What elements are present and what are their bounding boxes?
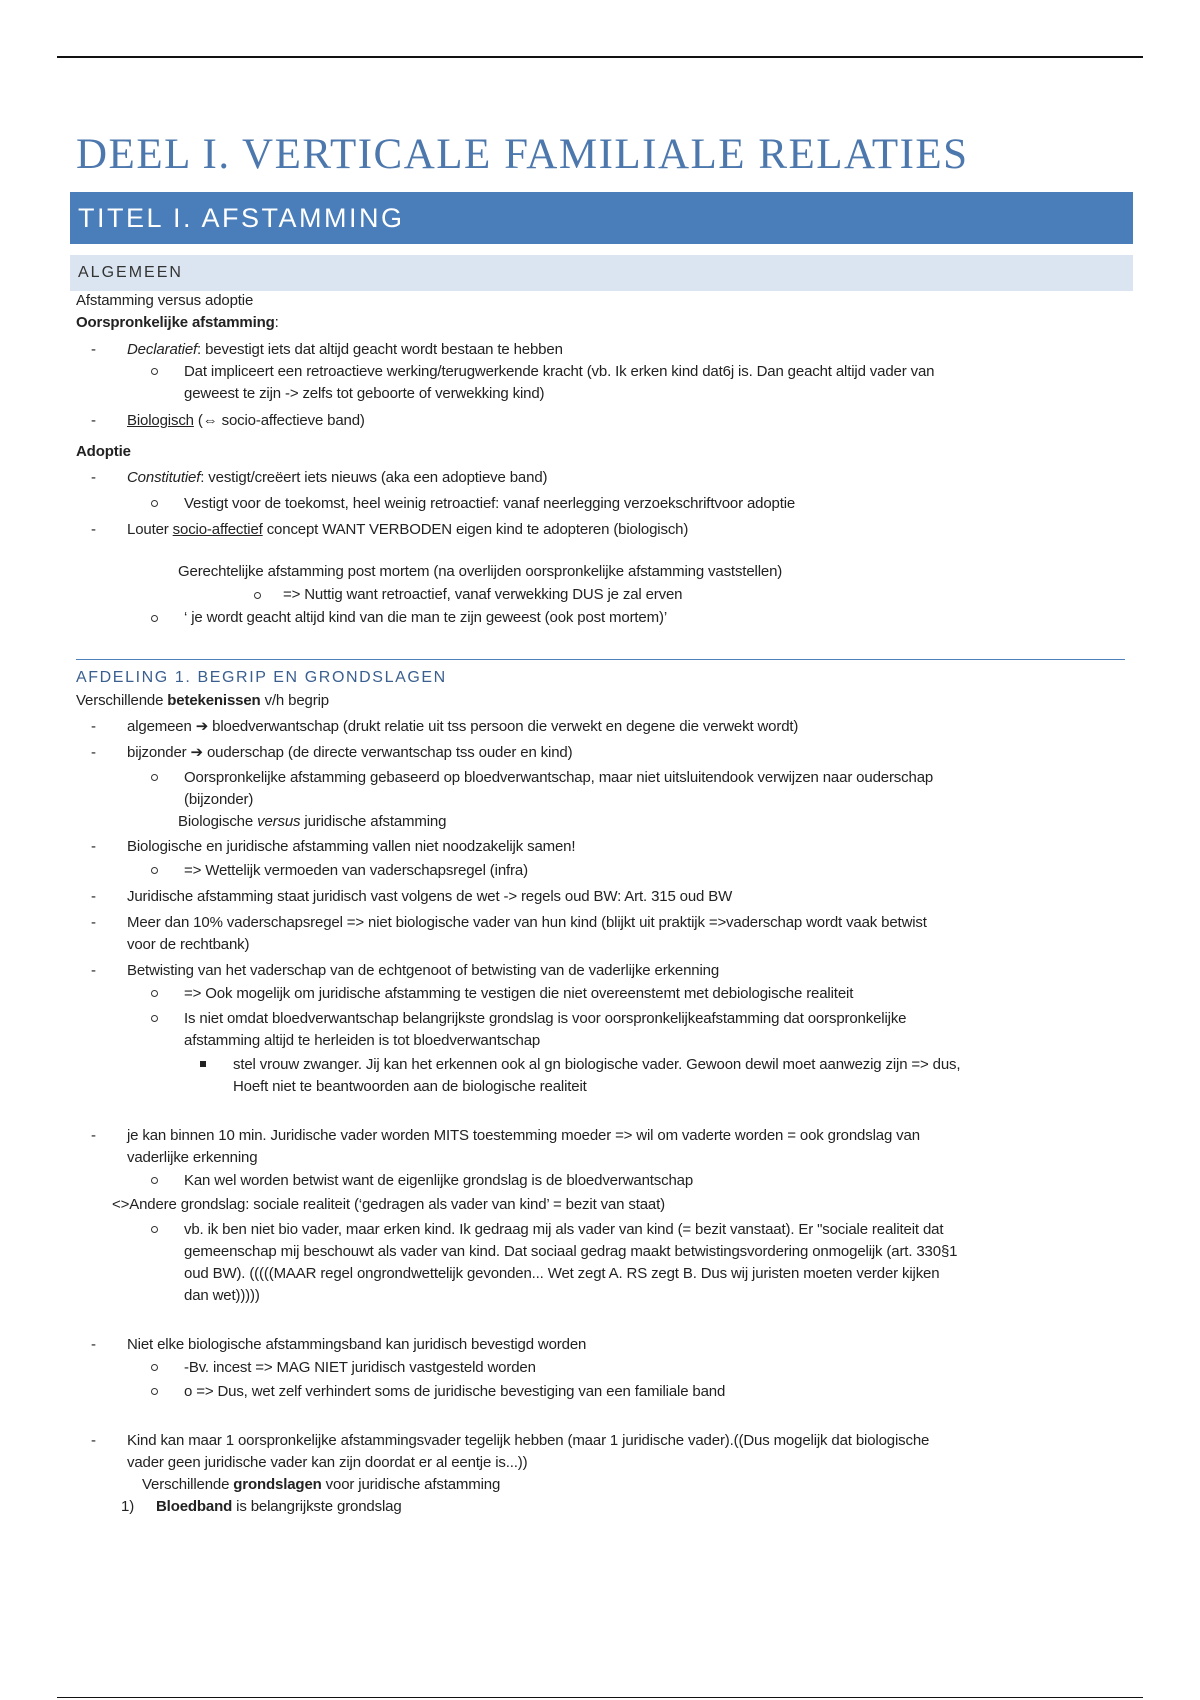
title-heading: TITEL I. AFSTAMMING — [70, 192, 1133, 244]
list-item-constitutief: Constitutief: vestigt/creëert iets nieuws (aka een adoptieve band) — [127, 469, 548, 486]
list-item-tien-min-cont: vaderlijke erkenning — [127, 1149, 258, 1166]
circle-bullet — [151, 615, 158, 622]
dash-bullet: - — [91, 1127, 96, 1144]
list-item-stel-cont: Hoeft niet te beantwoorden aan de biologische realiteit — [233, 1078, 587, 1095]
list-item-tien-min: je kan binnen 10 min. Juridische vader worden MITS toestemming moeder => wil om vaderte worden = ook grondslag van — [127, 1127, 920, 1144]
dash-bullet: - — [91, 341, 96, 358]
list-item-vb-cont: oud BW). (((((MAAR regel ongrondwettelijk gevonden... Wet zegt A. RS zegt B. Dus wij juristen moeten verder kijken — [184, 1265, 940, 1282]
post-mortem-sub: => Nuttig want retroactief, vanaf verwekking DUS je zal erven — [283, 586, 683, 603]
list-item-vb: vb. ik ben niet bio vader, maar erken kind. Ik gedraag mij als vader van kind (= bezit vanstaat). Er "sociale realiteit dat — [184, 1221, 944, 1238]
list-item-bijzonder: bijzonder ➔ ouderschap (de directe verwantschap tss ouder en kind) — [127, 744, 573, 761]
dash-bullet: - — [91, 962, 96, 979]
circle-bullet — [151, 990, 158, 997]
circle-bullet — [151, 774, 158, 781]
list-item-betwisting-sub-a: => Ook mogelijk om juridische afstamming te vestigen die niet overeenstemt met debiologische realiteit — [184, 985, 854, 1002]
circle-bullet — [151, 500, 158, 507]
list-item-biologisch: Biologisch (⇔ socio-affectieve band) — [127, 412, 365, 429]
dash-bullet: - — [91, 914, 96, 931]
list-item-betwisting-sub-b: Is niet omdat bloedverwantschap belangrijkste grondslag is voor oorspronkelijkeafstamming dat oorspronkelijke — [184, 1010, 907, 1027]
list-item-declaratief-sub-cont: geweest te zijn -> zelfs tot geboorte of verwekking kind) — [184, 385, 545, 402]
list-item-meer-10-cont: voor de rechtbank) — [127, 936, 250, 953]
list-item-vb-cont: gemeenschap mij beschouwt als vader van kind. Dat sociaal gedrag maakt betwistingsvordering onmogelijk (art. 330§1 — [184, 1243, 958, 1260]
list-item-bijzonder-sub-cont: (bijzonder) — [184, 791, 254, 808]
circle-bullet — [151, 368, 158, 375]
dash-bullet: - — [91, 412, 96, 429]
circle-bullet — [254, 592, 261, 599]
list-item-betwisting-sub-b-cont: afstamming altijd te herleiden is tot bloedverwantschap — [184, 1032, 541, 1049]
section-heading-algemeen: ALGEMEEN — [70, 255, 1133, 291]
list-item-niet-elke: Niet elke biologische afstammingsband kan juridisch bevestigd worden — [127, 1336, 587, 1353]
intro-line: Afstamming versus adoptie — [76, 292, 254, 309]
circle-bullet — [151, 1388, 158, 1395]
list-item-dus-sub: o => Dus, wet zelf verhindert soms de juridische bevestiging van een familiale band — [184, 1383, 726, 1400]
list-item-bijzonder-sub: Oorspronkelijke afstamming gebaseerd op bloedverwantschap, maar niet uitsluitendook verwijzen naar ouderschap — [184, 769, 934, 786]
numbered-marker: 1) — [121, 1498, 135, 1515]
circle-bullet — [151, 1177, 158, 1184]
dash-bullet: - — [91, 744, 96, 761]
list-item-bio-jur: Biologische en juridische afstamming vallen niet noodzakelijk samen! — [127, 838, 576, 855]
circle-bullet — [151, 1226, 158, 1233]
dash-bullet: - — [91, 718, 96, 735]
list-item-stel: stel vrouw zwanger. Jij kan het erkennen ook al gn biologische vader. Gewoon dewil moet aanwezig zijn => dus, — [233, 1056, 961, 1073]
list-item-louter: Louter socio-affectief concept WANT VERBODEN eigen kind te adopteren (biologisch) — [127, 521, 689, 538]
part-title: DEEL I. VERTICALE FAMILIALE RELATIES — [76, 131, 969, 178]
oorspronkelijk-label: Oorspronkelijke afstamming: — [76, 314, 279, 331]
list-item-incest-sub: -Bv. incest => MAG NIET juridisch vastgesteld worden — [184, 1359, 536, 1376]
section-divider — [76, 659, 1125, 660]
list-item-een-vader: Kind kan maar 1 oorspronkelijke afstammingsvader tegelijk hebben (maar 1 juridische vader).((Dus mogelijk dat biologische — [127, 1432, 930, 1449]
bio-versus-line: Biologische versus juridische afstamming — [178, 813, 447, 830]
dash-bullet: - — [91, 838, 96, 855]
numbered-item-bloedband: Bloedband is belangrijkste grondslag — [156, 1498, 402, 1515]
circle-bullet — [151, 1364, 158, 1371]
dash-bullet: - — [91, 1336, 96, 1353]
top-rule — [57, 56, 1143, 58]
list-item-declaratief: Declaratief: bevestigt iets dat altijd geacht wordt bestaan te hebben — [127, 341, 563, 358]
circle-bullet — [151, 1015, 158, 1022]
dash-bullet: - — [91, 1432, 96, 1449]
andere-grondslag-line: <>Andere grondslag: sociale realiteit (‘gedragen als vader van kind’ = bezit van staat) — [112, 1196, 665, 1213]
list-item-declaratief-sub: Dat impliceert een retroactieve werking/terugwerkende kracht (vb. Ik erken kind dat6j is. Dan geacht altijd vader van — [184, 363, 935, 380]
list-item-bio-jur-sub: => Wettelijk vermoeden van vaderschapsregel (infra) — [184, 862, 528, 879]
list-item-algemeen: algemeen ➔ bloedverwantschap (drukt relatie uit tss persoon die verwekt en degene die verwekt wordt) — [127, 718, 799, 735]
list-item-constitutief-sub: Vestigt voor de toekomst, heel weinig retroactief: vanaf neerlegging verzoekschriftvoor adoptie — [184, 495, 796, 512]
post-mortem-line: Gerechtelijke afstamming post mortem (na overlijden oorspronkelijke afstamming vaststellen) — [178, 563, 783, 580]
list-item-vb-cont: dan wet))))) — [184, 1287, 260, 1304]
bottom-rule — [57, 1697, 1143, 1698]
post-mortem-quote: ‘ je wordt geacht altijd kind van die man te zijn geweest (ook post mortem)’ — [184, 609, 667, 626]
section-heading-afdeling: AFDELING 1. BEGRIP EN GRONDSLAGEN — [76, 669, 447, 686]
betekenissen-line: Verschillende betekenissen v/h begrip — [76, 692, 329, 709]
list-item-een-vader-cont: vader geen juridische vader kan zijn doordat er al eentje is...)) — [127, 1454, 528, 1471]
list-item-jur-vast: Juridische afstamming staat juridisch vast volgens de wet -> regels oud BW: Art. 315 oud BW — [127, 888, 733, 905]
dash-bullet: - — [91, 888, 96, 905]
dash-bullet: - — [91, 469, 96, 486]
list-item-betwisting: Betwisting van het vaderschap van de echtgenoot of betwisting van de vaderlijke erkenning — [127, 962, 720, 979]
list-item-meer-10: Meer dan 10% vaderschapsregel => niet biologische vader van hun kind (blijkt uit praktijk =>vaderschap wordt vaak betwist — [127, 914, 927, 931]
dash-bullet: - — [91, 521, 96, 538]
adoptie-label: Adoptie — [76, 443, 131, 460]
list-item-tien-min-sub: Kan wel worden betwist want de eigenlijke grondslag is de bloedverwantschap — [184, 1172, 694, 1189]
grondslagen-line: Verschillende grondslagen voor juridische afstamming — [142, 1476, 501, 1493]
square-bullet — [200, 1061, 206, 1067]
circle-bullet — [151, 867, 158, 874]
